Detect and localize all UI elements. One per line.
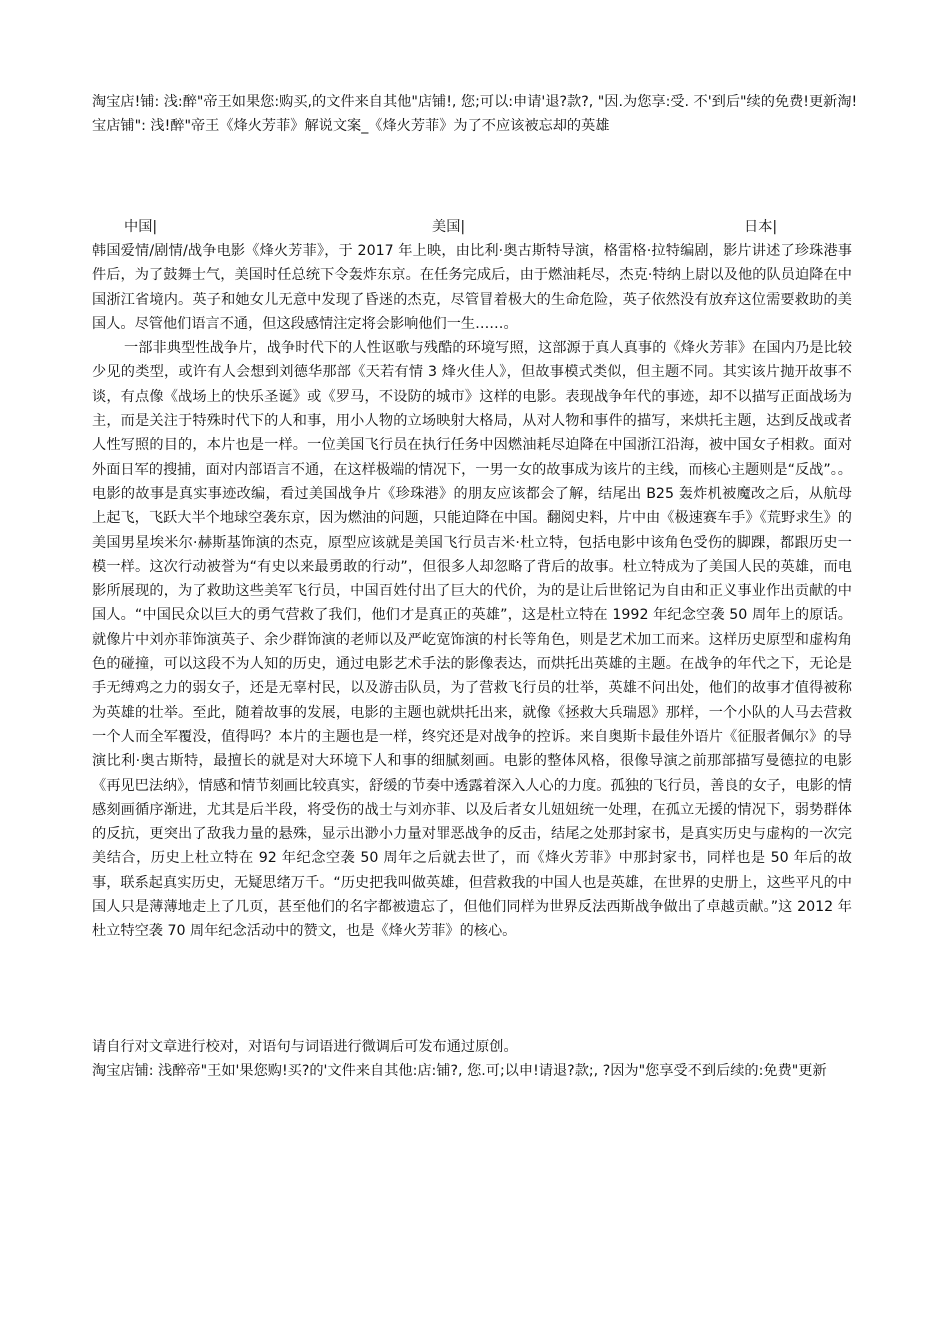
footer-notice: [92, 1036, 862, 1083]
country-row: [92, 215, 862, 239]
header-notice: 淘宝店!铺: 浅:醉"帝王如果您:购买,的文件来自其他"店铺!, 您;可以:申请'退?款?, "因.为您享:受. 不'到后"续的免费!更新淘!宝店铺": 浅!醉"帝王《烽火芳菲》解说文案_《烽火芳菲》为了不应该被忘却的英雄: [92, 94, 858, 134]
country-japan: 日本|: [744, 219, 778, 235]
article-body: [92, 239, 852, 944]
country-usa: 美国|: [432, 219, 466, 235]
paragraph-synopsis: 韩国爱情/剧情/战争电影《烽火芳菲》，于 2017 年上映，由比利·奥古斯特导演，格雷格·拉特编剧，影片讲述了珍珠港事件后，为了鼓舞士气，美国时任总统下令轰炸东京。在任务完成后，由于燃油耗尽，杰克·特纳上尉以及他的队员迫降在中国浙江省境内。英子和她女儿无意中发现了昏迷的杰克，尽管冒着极大的生命危险，英子依然没有放弃这位需要救助的美国人。尽管他们语言不通，但这段感情注定将会影响他们一生……。: [92, 243, 852, 332]
footer-shop-notice: 淘宝店铺: 浅醉帝"王如'果您购!买?的'文件来自其他:店:铺?, 您.可;以申!请退?款;, ?因为"您享受不到后续的:免费"更新: [92, 1062, 827, 1079]
country-china: 中国|: [124, 219, 158, 235]
paragraph-review: 一部非典型性战争片，战争时代下的人性讴歌与残酷的环境写照，这部源于真人真事的《烽火芳菲》在国内乃是比较少见的类型，或许有人会想到刘德华那部《天若有情 3 烽火佳人》，但故事模式类似，但主题不同。其实该片抛开故事不谈，有点像《战场上的快乐圣诞》或《罗马，不设防的城市》这样的电影。表现战争年代的事迹，却不以描写正面战场为主，而是关注于特殊时代下的人和事，用小人物的立场映射大格局，从对人物和事件的描写，来烘托主题，达到反战或者人性写照的目的，本片也是一样。一位美国飞行员在执行任务中因燃油耗尽迫降在中国浙江沿海，被中国女子相救。面对外面日军的搜捕，面对内部语言不通，在这样极端的情况下，一男一女的故事成为该片的主线，而核心主题则是“反战”。。电影的故事是真实事迹改编，看过美国战争片《珍珠港》的朋友应该都会了解，结尾出 B25 轰炸机被魔改之后，从航母上起飞，飞跃大半个地球空袭东京，因为燃油的问题，只能迫降在中国。翻阅史料，片中由《极速赛车手》《荒野求生》的美国男星埃米尔·赫斯基饰演的杰克，原型应该就是美国飞行员吉米·杜立特，包括电影中该角色受伤的脚踝，都跟历史一模一样。这次行动被誉为“有史以来最勇敢的行动”，但很多人却忽略了背后的故事。杜立特成为了美国人民的英雄，而电影所展现的，为了救助这些美军飞行员，中国百姓付出了巨大的代价，为的是让后世铭记为自由和正义事业作出贡献的中国人。“中国民众以巨大的勇气营救了我们，他们才是真正的英雄”，这是杜立特在 1992 年纪念空袭 50 周年上的原话。就像片中刘亦菲饰演英子、余少群饰演的老师以及严屹宽饰演的村长等角色，则是艺术加工而来。这样历史原型和虚构角色的碰撞，可以这段不为人知的历史，通过电影艺术手法的影像表达，而烘托出英雄的主题。在战争的年代之下，无论是手无缚鸡之力的弱女子，还是无辜村民，以及游击队员，为了营救飞行员的壮举，英雄不问出处，他们的故事才值得被称为英雄的壮举。至此，随着故事的发展，电影的主题也就烘托出来，就像《拯救大兵瑞恩》那样，一个小队的人马去营救一个人而全军覆没，值得吗？本片的主题也是一样，终究还是对战争的控诉。来自奥斯卡最佳外语片《征服者佩尔》的导演比利·奥古斯特，最擅长的就是对大环境下人和事的细腻刻画。电影的整体风格，很像导演之前那部描写曼德拉的电影《再见巴法纳》，情感和情节刻画比较真实，舒缓的节奏中透露着深入人心的力度。孤独的飞行员，善良的女子，电影的情感刻画循序渐进，尤其是后半段，将受伤的战士与刘亦菲、以及后者女儿妞妞统一处理，在孤立无援的情况下，弱势群体的反抗，更突出了敌我力量的悬殊，显示出渺小力量对罪恶战争的反击，结尾之处那封家书，是真实历史与虚构的一次完美结合，历史上杜立特在 92 年纪念空袭 50 周年之后就去世了，而《烽火芳菲》中那封家书，同样也是 50 年后的故事，联系起真实历史，无疑思绪万千。“历史把我叫做英雄，但营救我的中国人也是英雄，在世界的史册上，这些平凡的中国人只是薄薄地走上了几页，甚至他们的名字都被遗忘了，但他们同样为世界反法西斯战争做出了卓越贡献。”这 2012 年杜立特空袭 70 周年纪念活动中的赞文，也是《烽火芳菲》的核心。: [92, 340, 852, 940]
footer-proofread-note: 请自行对文章进行校对，对语句与词语进行微调后可发布通过原创。: [92, 1039, 518, 1055]
